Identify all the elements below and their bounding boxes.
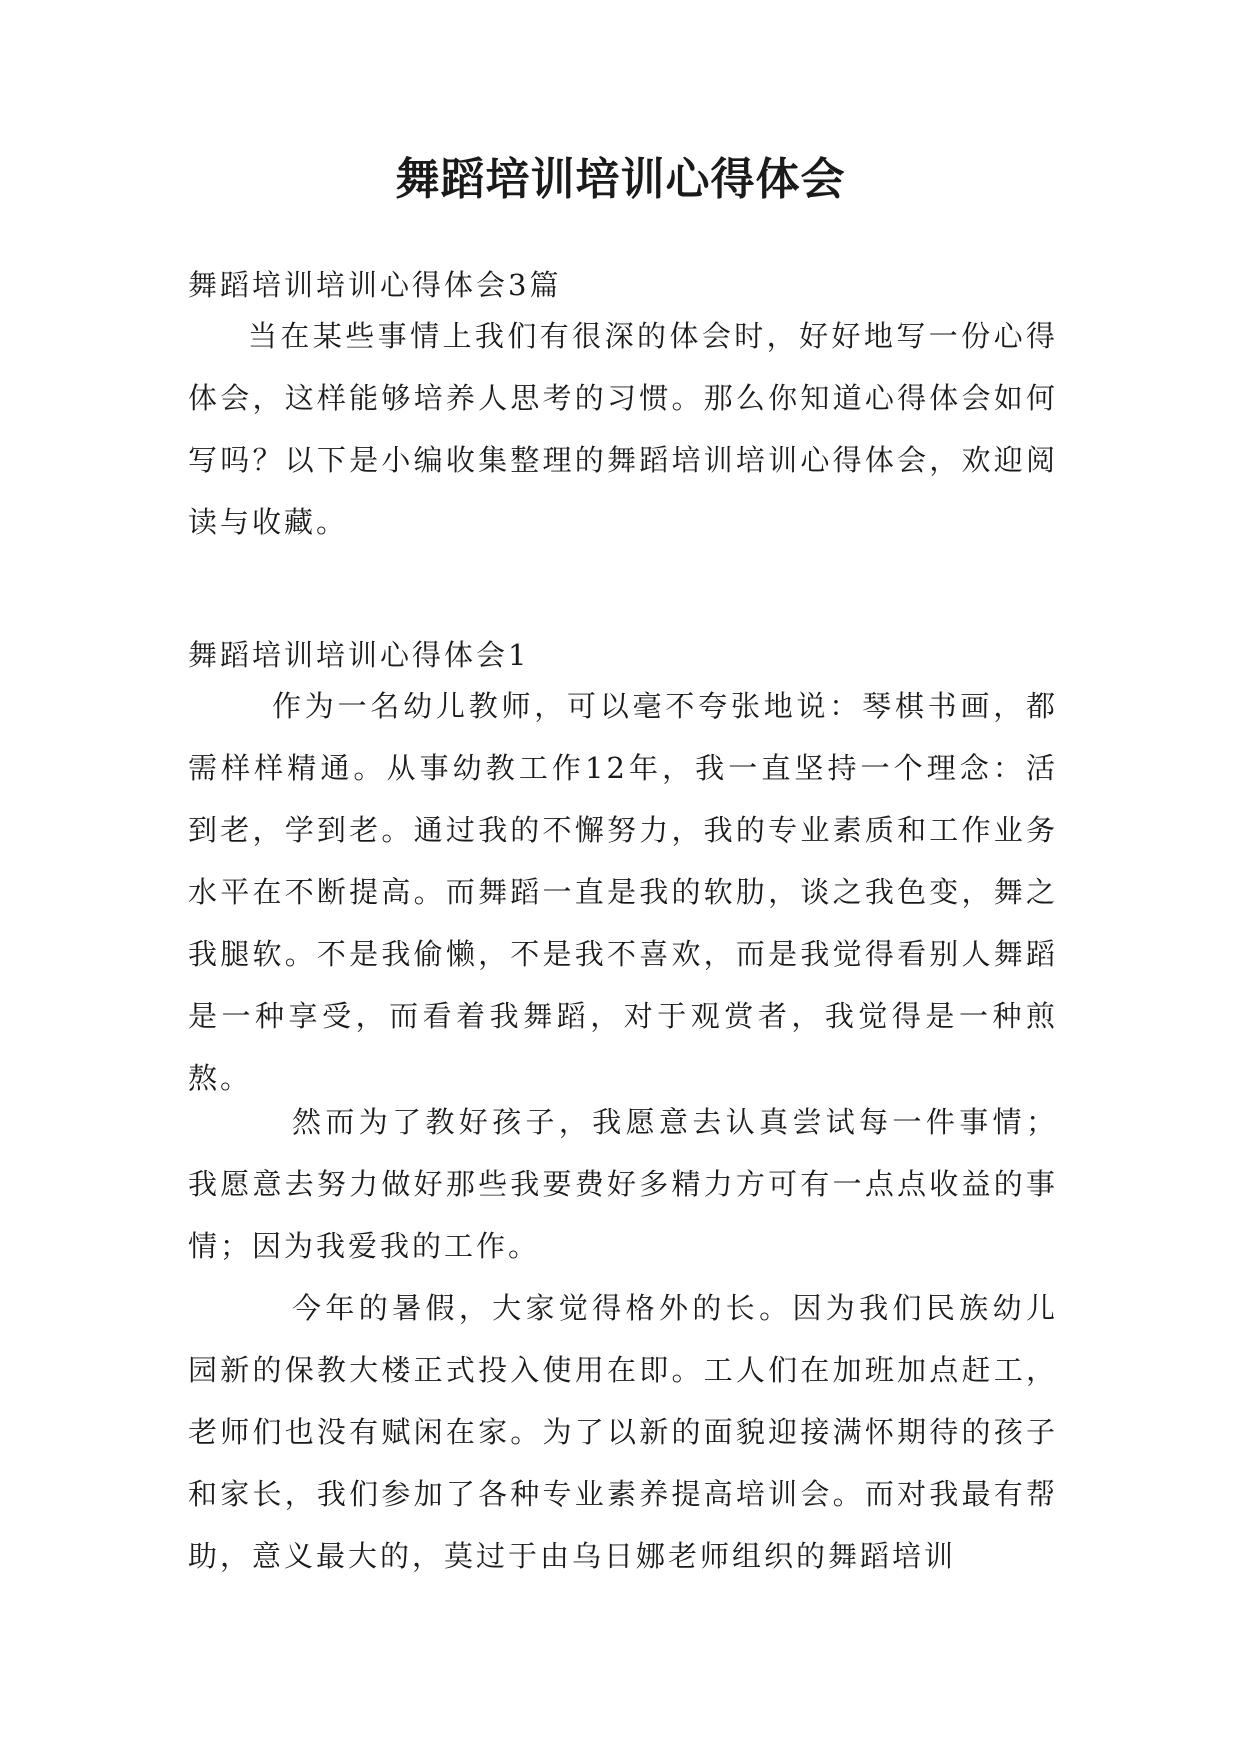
section-1-paragraph-3: 今年的暑假，大家觉得格外的长。因为我们民族幼儿园新的保教大楼正式投入使用在即。工人们在加班加点赶工，老师们也没有赋闲在家。为了以新的面貌迎接满怀期待的孩子和家长，我们参加了各种专业素养提高培训会。而对我最有帮助，意义最大的，莫过于由乌日娜老师组织的舞蹈培训 — [188, 1291, 1058, 1573]
intro-paragraph: 当在某些事情上我们有很深的体会时，好好地写一份心得体会，这样能够培养人思考的习惯。那么你知道心得体会如何写吗？以下是小编收集整理的舞蹈培训培训心得体会，欢迎阅读与收藏。 — [188, 319, 1058, 539]
section-1-heading: 舞蹈培训培训心得体会1 — [188, 638, 530, 672]
collection-heading: 舞蹈培训培训心得体会3篇 — [188, 268, 562, 302]
section-1-paragraph-1: 作为一名幼儿教师，可以毫不夸张地说：琴棋书画，都需样样精通。从事幼教工作12年，我一直坚持一个理念：活到老，学到老。通过我的不懈努力，我的专业素质和工作业务水平在不断提高。而舞蹈一直是我的软肋，谈之我色变，舞之我腿软。不是我偷懒，不是我不喜欢，而是我觉得看别人舞蹈是一种享受，而看着我舞蹈，对于观赏者，我觉得是一种煎熬。 — [188, 689, 1058, 1095]
section-1-paragraph-2: 然而为了教好孩子，我愿意去认真尝试每一件事情；我愿意去努力做好那些我要费好多精力方可有一点点收益的事情；因为我爱我的工作。 — [188, 1105, 1058, 1263]
document-title: 舞蹈培训培训心得体会 — [395, 154, 846, 205]
